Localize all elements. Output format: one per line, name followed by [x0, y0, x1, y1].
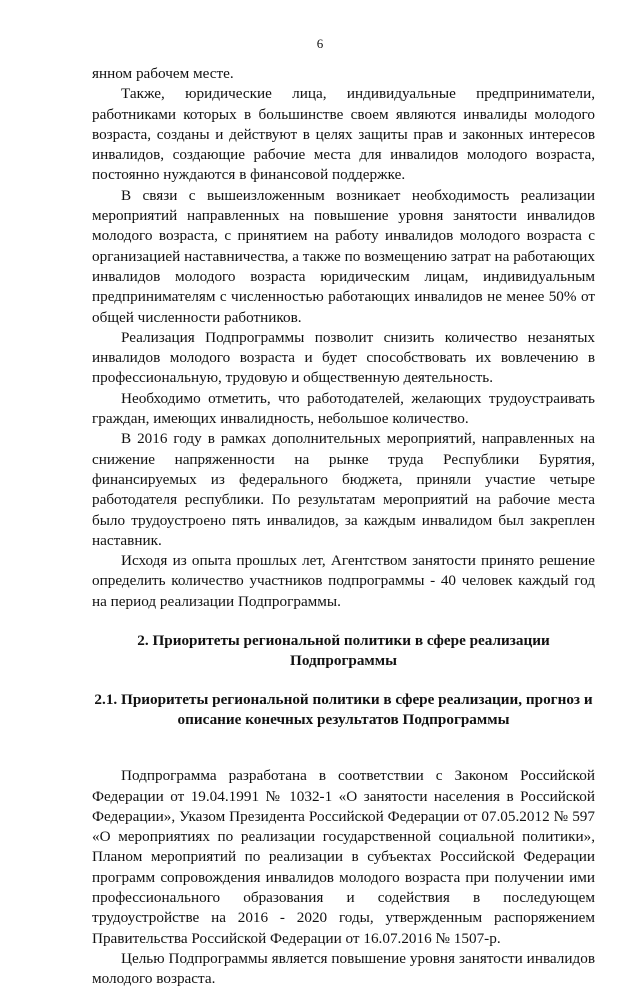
page-number: 6: [316, 36, 324, 51]
paragraph-legal-entities: Также, юридические лица, индивидуальные предприниматели, работниками которых в большинстве своем являются инвалиды молодого возраста, созданы и действуют в целях защиты прав и законных интересов инвалидов, создающие рабочие места для инвалидов молодого возраста, постоянно нуждаются в финансовой поддержке.: [92, 85, 595, 184]
paragraph-legal-basis: Подпрограмма разработана в соответствии с Законом Российской Федерации от 19.04.1991 № 1032-1 «О занятости населения в Российской Федерации», Указом Президента Российской Федерации от 07.05.2012 № 597 «О мероприятиях по реализации государственной социальной политики», Планом мероприятий по реализации в субъектах Российской Федерации программ сопровождения инвалидов молодого возраста при получении ими профессионального образования и содействия в последующем трудоустройстве на 2016 - 2020 годы, утвержденным распоряжением Правительства Российской Федерации от 16.07.2016 № 1507-р.: [92, 767, 595, 947]
paragraph-2016-measures: В 2016 году в рамках дополнительных мероприятий, направленных на снижение напряженности на рынке труда Республики Бурятия, финансируемых из федерального бюджета, приняли участие четыре работодателя республики. По результатам мероприятий на рабочие места было трудоустроено пять инвалидов, за каждым инвалидом был закреплен наставник.: [92, 430, 595, 549]
paragraph-implementation: Реализация Подпрограммы позволит снизить количество незанятых инвалидов молодого возраста и будет способствовать их вовлечению в профессиональную, трудовую и общественную деятельность.: [92, 328, 595, 387]
section-heading: 2. Приоритеты региональной политики в сфере реализации Подпрограммы: [137, 632, 550, 670]
paragraph-goal: Целью Подпрограммы является повышение уровня занятости инвалидов молодого возраста.: [92, 949, 595, 988]
paragraph-necessity: В связи с вышеизложенным возникает необходимость реализации мероприятий направленных на повышение уровня занятости инвалидов молодого возраста, с принятием на работу инвалидов молодого возраста с организацией наставничества, а также по возмещению затрат на работающих инвалидов молодого возраста юридическим лицам, индивидуальным предпринимателям с численностью работающих инвалидов не менее 50% от общей численности работников.: [92, 186, 595, 326]
paragraph-continued: янном рабочем месте.: [92, 65, 234, 82]
subsection-heading: 2.1. Приоритеты региональной политики в сфере реализации, прогноз и описание конечных результатов Подпрограммы: [94, 690, 593, 728]
paragraph-participants: Исходя из опыта прошлых лет, Агентством занятости принято решение определить количество участников подпрограммы - 40 человек каждый год на период реализации Подпрограммы.: [92, 552, 595, 610]
paragraph-employers-note: Необходимо отметить, что работодателей, желающих трудоустраивать граждан, имеющих инвалидность, небольшое количество.: [92, 389, 595, 428]
document-body: [92, 64, 595, 989]
